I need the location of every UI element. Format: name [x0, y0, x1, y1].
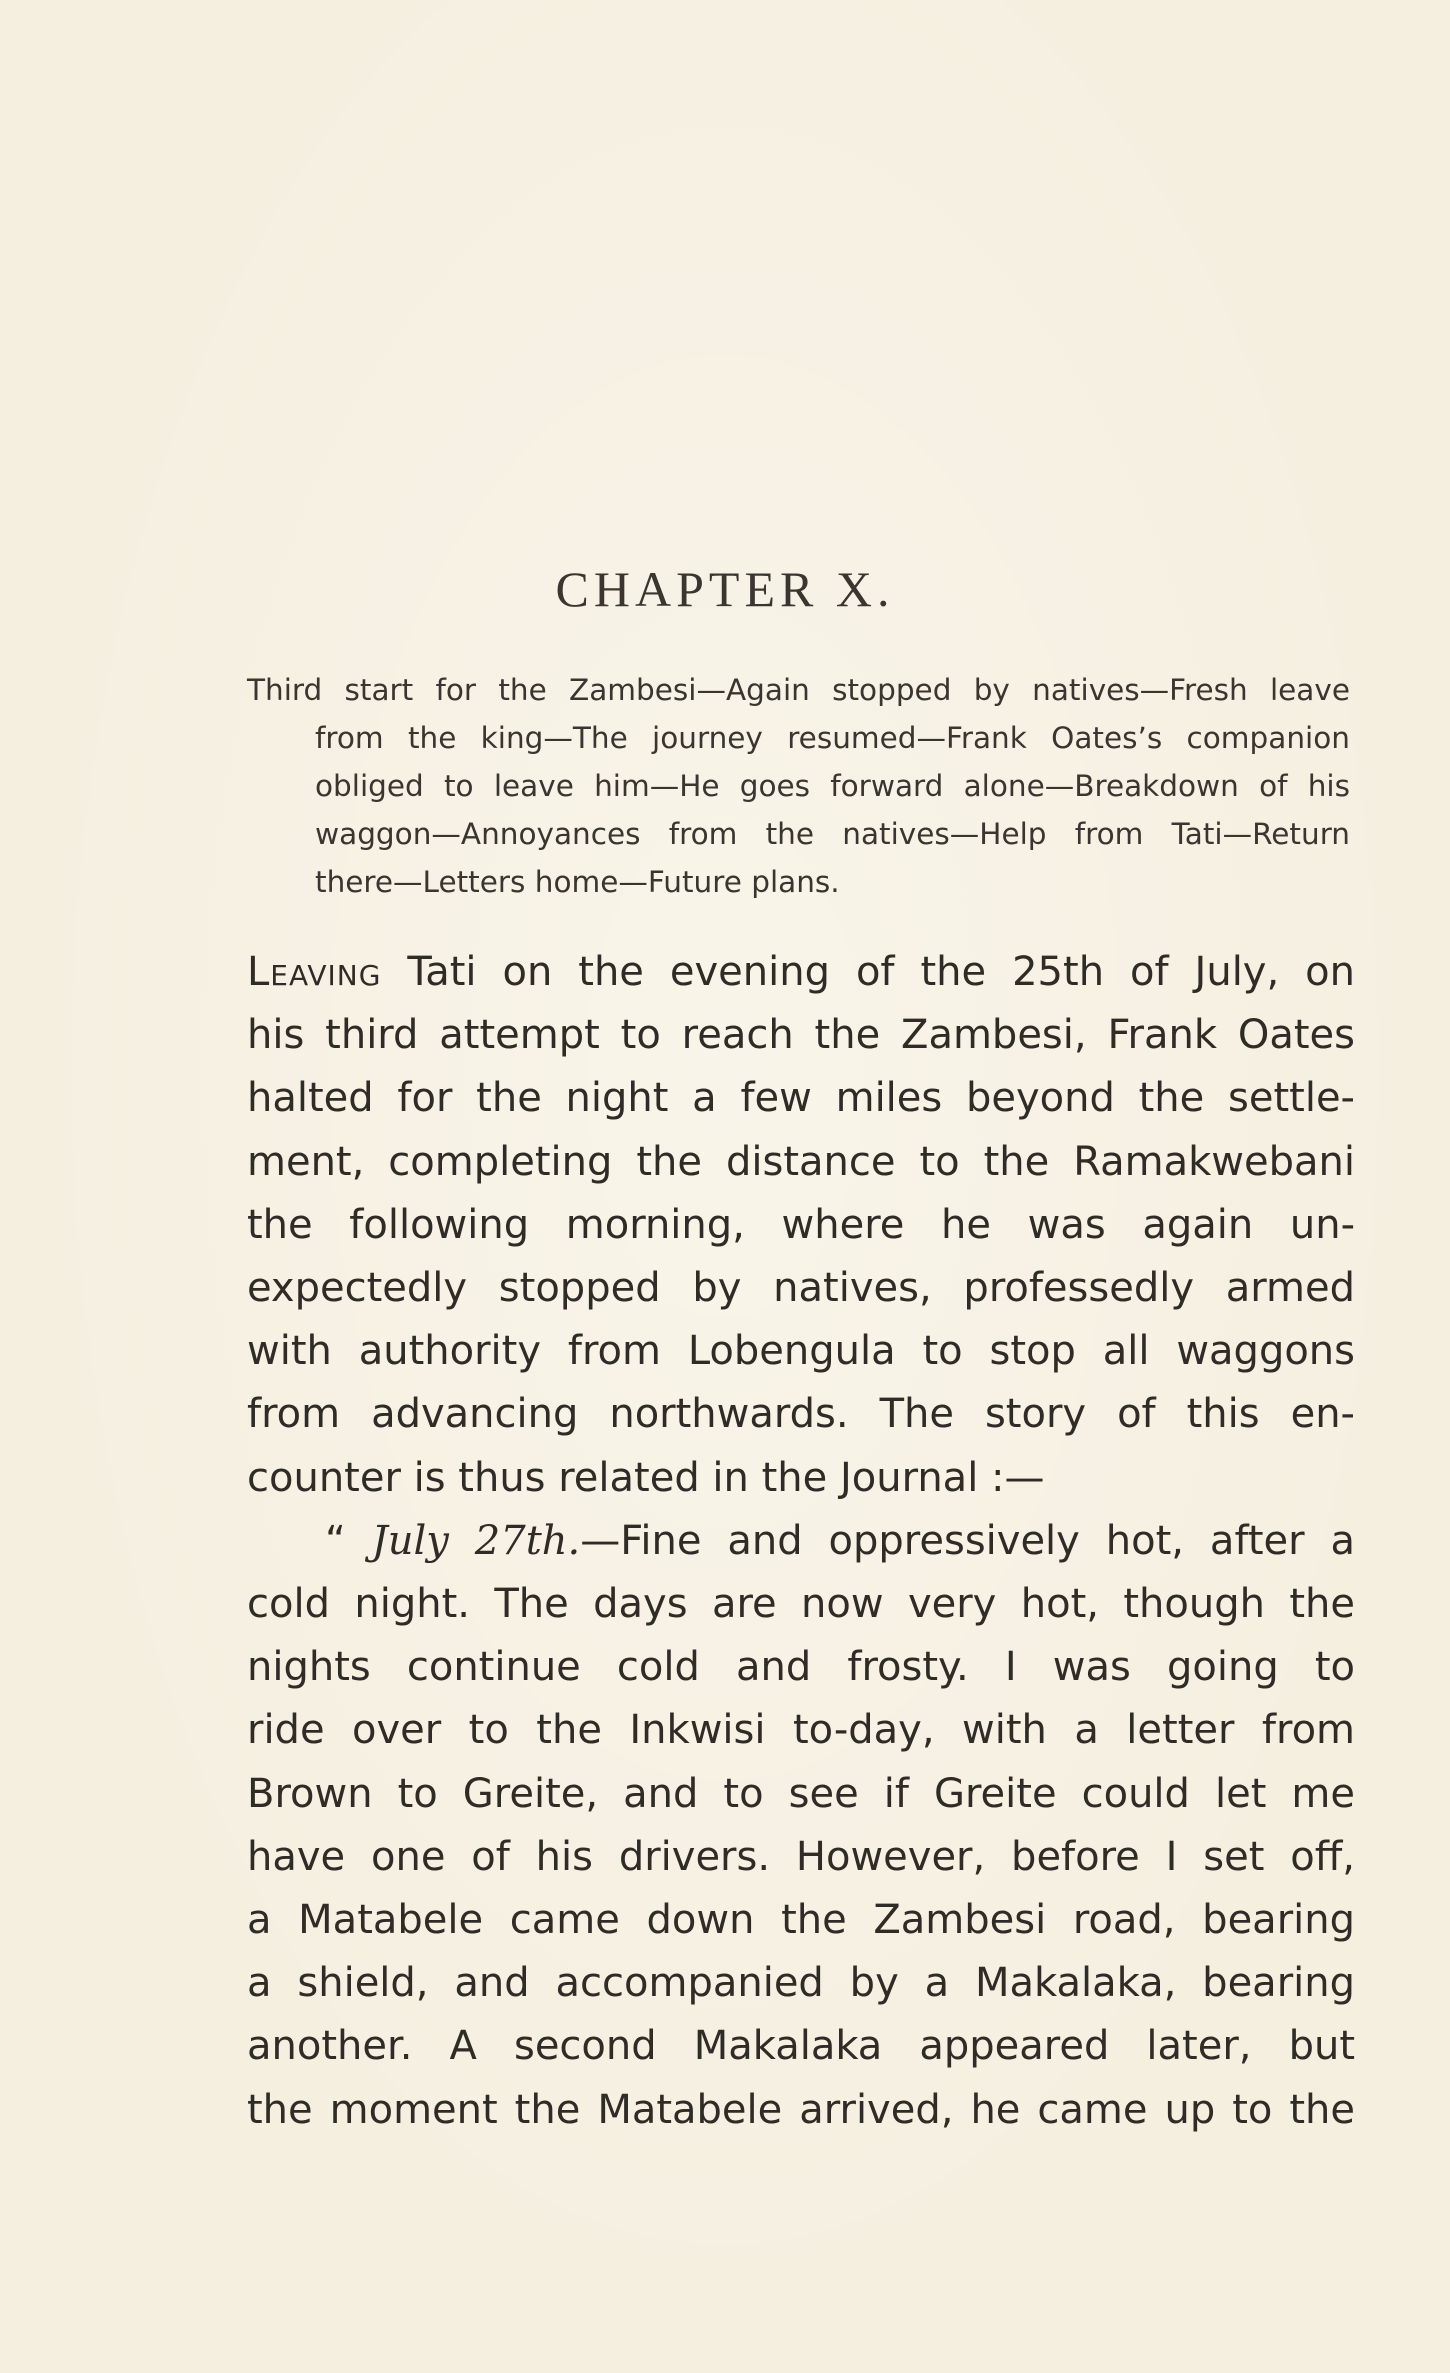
journal-line: Brown to Greite, and to see if Greite could let me [247, 1770, 1355, 1817]
summary-line: Third start for the Zambesi—Again stopped by natives—Fresh leave [247, 673, 1350, 707]
body-line: counter is thus related in the Journal :— [247, 1454, 1045, 1501]
journal-line: the moment the Matabele arrived, he came up to the [247, 2086, 1355, 2133]
body-line: expectedly stopped by natives, professedly armed [247, 1265, 1355, 1312]
chapter-summary [247, 666, 1350, 906]
journal-line [247, 1510, 1355, 1573]
summary-line: from the king—The journey resumed—Frank Oates’s companion [315, 721, 1350, 755]
body-line: ment, completing the distance to the Ramakwebani [247, 1138, 1355, 1185]
body-line: halted for the night a few miles beyond the settle- [247, 1075, 1355, 1122]
body-line: with authority from Lobengula to stop all waggons [247, 1328, 1355, 1375]
journal-line: nights continue cold and frosty. I was going to [247, 1644, 1355, 1691]
first-line-text: Tati on the evening of the 25th of July, on [381, 949, 1355, 995]
journal-line: another. A second Makalaka appeared later, but [247, 2023, 1355, 2070]
journal-date: July 27th. [371, 1517, 581, 1564]
open-quote: “ [325, 1517, 372, 1564]
chapter-title: CHAPTER X. [555, 561, 895, 617]
journal-first-text: —Fine and oppressively hot, after a [580, 1517, 1356, 1564]
summary-line: waggon—Annoyances from the natives—Help from Tati—Return [315, 817, 1350, 851]
lead-word: Leaving [247, 949, 382, 995]
journal-line: a Matabele came down the Zambesi road, bearing [247, 1897, 1355, 1944]
summary-line: there—Letters home—Future plans. [315, 865, 840, 899]
body-line [247, 941, 1355, 1004]
body-line: from advancing northwards. The story of this en- [247, 1391, 1355, 1438]
journal-line: a shield, and accompanied by a Makalaka, bearing [247, 1960, 1355, 2007]
body-line: the following morning, where he was again un- [247, 1201, 1355, 1248]
body-text [247, 941, 1355, 2142]
body-line: his third attempt to reach the Zambesi, Frank Oates [247, 1012, 1355, 1059]
journal-line: cold night. The days are now very hot, though the [247, 1581, 1355, 1628]
journal-line: ride over to the Inkwisi to-day, with a letter from [247, 1707, 1355, 1754]
summary-line: obliged to leave him—He goes forward alone—Breakdown of his [315, 769, 1350, 803]
journal-line: have one of his drivers. However, before I set off, [247, 1833, 1355, 1880]
